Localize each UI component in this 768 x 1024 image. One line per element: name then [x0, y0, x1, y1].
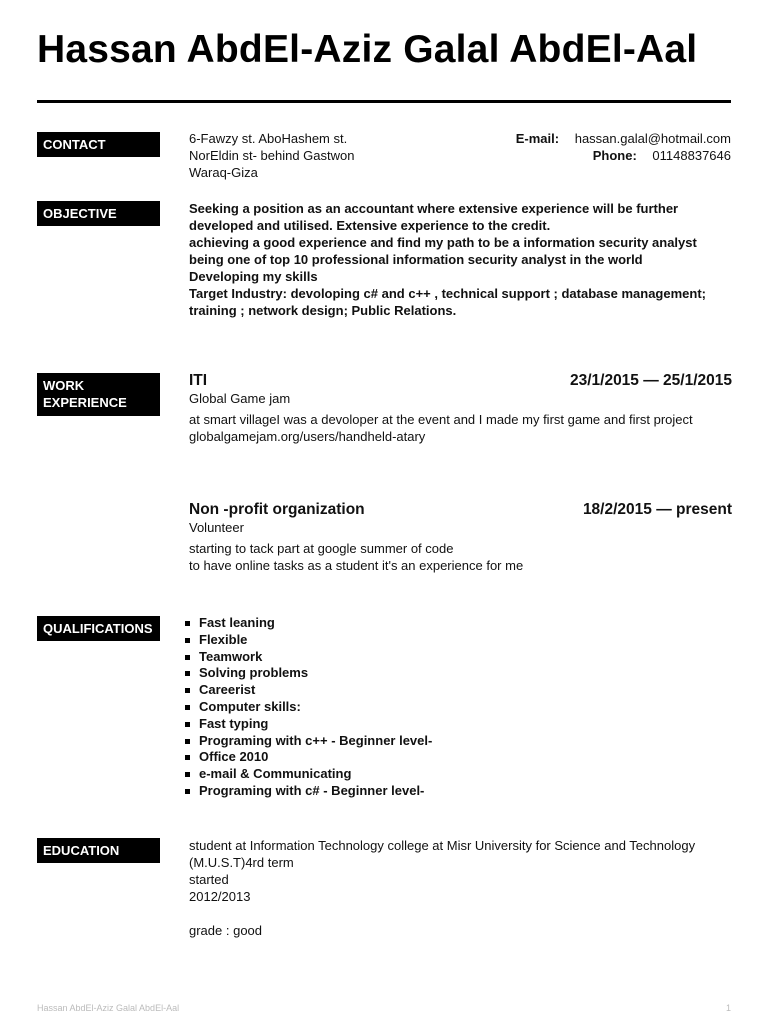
- address-line: Waraq-Giza: [189, 165, 258, 180]
- qualifications-list-wrap: [189, 615, 732, 800]
- job-org: Non -profit organization: [189, 501, 365, 518]
- job-role: Global Game jam: [189, 391, 291, 406]
- education-label: EDUCATION: [37, 838, 160, 863]
- email-key: E-mail:: [515, 131, 560, 146]
- education-line: [189, 905, 732, 922]
- bullet-icon: [185, 655, 190, 660]
- bullet-icon: [185, 688, 190, 693]
- objective-line: being one of top 10 professional information security analyst in the world: [189, 252, 643, 267]
- email-value[interactable]: hassan.galal@hotmail.com: [574, 131, 731, 146]
- job-dates: 23/1/2015 — 25/1/2015: [569, 372, 732, 389]
- job-description: at smart villageI was a devoloper at the event and I made my first game and first project globalgamejam.org/users/handheld-atary: [189, 411, 732, 445]
- bullet-icon: [185, 739, 190, 744]
- bullet-icon: [185, 671, 190, 676]
- page-number: 1: [725, 1003, 731, 1013]
- job-org: ITI: [189, 372, 208, 389]
- list-item: Fast leaning: [189, 615, 732, 632]
- contact-label: CONTACT: [37, 132, 160, 157]
- job-entry: [189, 501, 732, 574]
- phone-row: [516, 147, 731, 164]
- qualifications-list: [189, 615, 732, 800]
- education-line: student at Information Technology college at Misr University for Science and Technology (M.U.S.T)4rd term: [189, 838, 696, 870]
- list-item: Programing with c# - Beginner level-: [189, 783, 732, 800]
- phone-key: Phone:: [592, 148, 637, 163]
- objective-line: Developing my skills: [189, 269, 318, 284]
- list-item: Teamwork: [189, 649, 732, 666]
- bullet-icon: [185, 638, 190, 643]
- education-line: 2012/2013: [189, 889, 251, 904]
- bullet-icon: [185, 621, 190, 626]
- job-link[interactable]: globalgamejam.org/users/handheld-atary: [189, 429, 426, 444]
- job-role: Volunteer: [189, 520, 244, 535]
- address-line: 6-Fawzy st. AboHashem st.: [189, 131, 348, 146]
- list-item: Flexible: [189, 632, 732, 649]
- list-item: Fast typing: [189, 716, 732, 733]
- job-entry: [189, 372, 732, 445]
- objective-line: Target Industry: devoloping c# and c++ , technical support ; database management; training ; network design; Public Relations.: [189, 286, 706, 318]
- email-row: [516, 130, 731, 147]
- bullet-icon: [185, 772, 190, 777]
- header-rule: [37, 100, 731, 103]
- page-footer: [37, 1003, 731, 1013]
- footer-name: Hassan AbdEl-Aziz Galal AbdEl-Aal: [37, 1003, 180, 1013]
- objective-line: achieving a good experience and find my path to be a information security analyst: [189, 235, 697, 250]
- work-experience-label: WORK EXPERIENCE: [37, 373, 160, 416]
- address-line: NorEldin st- behind Gastwon: [189, 148, 355, 163]
- bullet-icon: [185, 705, 190, 710]
- phone-value: 01148837646: [652, 148, 731, 163]
- contact-address: [189, 130, 489, 181]
- education-text: [189, 837, 732, 939]
- list-item: Computer skills:: [189, 699, 732, 716]
- list-item: e-mail & Communicating: [189, 766, 732, 783]
- objective-text: [189, 200, 732, 319]
- list-item: Solving problems: [189, 665, 732, 682]
- job-description: starting to tack part at google summer of code to have online tasks as a student it's an experience for me: [189, 541, 524, 573]
- objective-line: Seeking a position as an accountant where extensive experience will be further developed and utilised. Extensive experience to the credit.: [189, 201, 679, 233]
- objective-label: OBJECTIVE: [37, 201, 160, 226]
- qualifications-label: QUALIFICATIONS: [37, 616, 160, 641]
- bullet-icon: [185, 755, 190, 760]
- bullet-icon: [185, 722, 190, 727]
- contact-details: [516, 130, 731, 164]
- list-item: Careerist: [189, 682, 732, 699]
- list-item: Programing with c++ - Beginner level-: [189, 733, 732, 750]
- bullet-icon: [185, 789, 190, 794]
- education-line: grade : good: [189, 923, 263, 938]
- job-dates: 18/2/2015 — present: [582, 501, 732, 518]
- resume-name: Hassan AbdEl-Aziz Galal AbdEl-Aal: [37, 28, 698, 71]
- education-line: started: [189, 872, 229, 887]
- list-item: Office 2010: [189, 749, 732, 766]
